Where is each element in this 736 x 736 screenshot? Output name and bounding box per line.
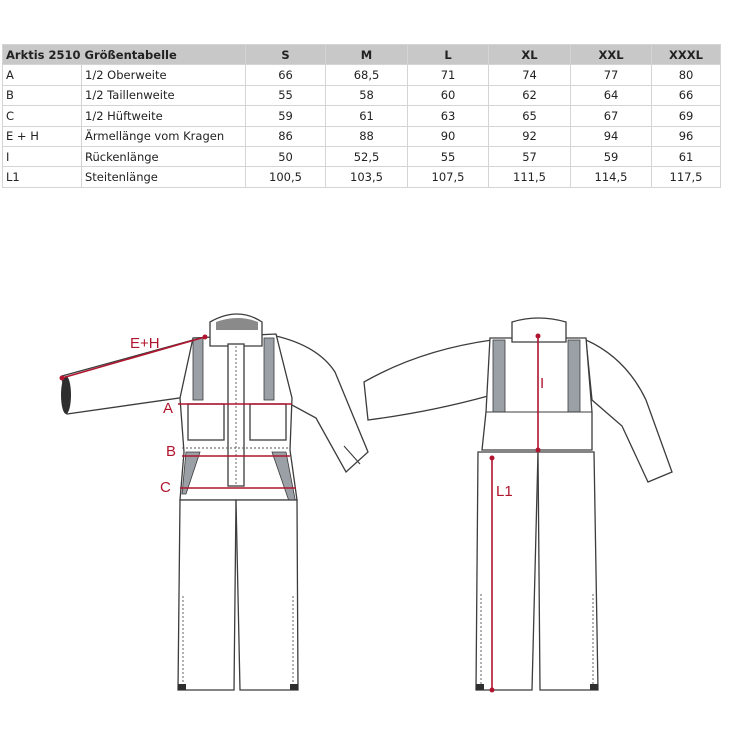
size-table [2, 44, 721, 188]
table-row [3, 106, 721, 126]
row-code: I [3, 146, 82, 166]
row-label: Steitenlänge [82, 167, 246, 187]
front-boot-right [290, 684, 298, 690]
label-eh: E+H [130, 335, 160, 352]
size-header: L [408, 45, 489, 65]
table-row [3, 85, 721, 105]
measure-end-i [536, 448, 541, 453]
row-value: 58 [326, 85, 408, 105]
row-label: Rückenlänge [82, 146, 246, 166]
row-label: Ärmellänge vom Kragen [82, 126, 246, 146]
row-value: 100,5 [246, 167, 326, 187]
measure-end-l1 [490, 456, 495, 461]
size-header: S [246, 45, 326, 65]
row-value: 68,5 [326, 65, 408, 85]
front-view [61, 314, 368, 690]
front-band-right [264, 338, 274, 400]
label-b: B [166, 443, 177, 460]
row-label: 1/2 Taillenweite [82, 85, 246, 105]
row-value: 59 [246, 106, 326, 126]
row-value: 62 [489, 85, 571, 105]
row-value: 64 [571, 85, 652, 105]
row-value: 60 [408, 85, 489, 105]
label-c: C [160, 479, 171, 496]
row-value: 59 [571, 146, 652, 166]
table-row [3, 146, 721, 166]
measure-end-i [536, 334, 541, 339]
row-value: 74 [489, 65, 571, 85]
row-value: 50 [246, 146, 326, 166]
row-code: C [3, 106, 82, 126]
row-value: 66 [246, 65, 326, 85]
size-header: XXL [571, 45, 652, 65]
back-leg-right [538, 452, 598, 690]
measure-end-eh [203, 335, 208, 340]
row-value: 107,5 [408, 167, 489, 187]
front-pocket-right [250, 404, 286, 440]
front-left-cuff [61, 376, 71, 414]
row-value: 96 [652, 126, 721, 146]
back-band-left [493, 340, 505, 412]
row-code: E + H [3, 126, 82, 146]
label-l1: L1 [496, 483, 513, 500]
row-value: 55 [246, 85, 326, 105]
measure-end-l1 [490, 688, 495, 693]
back-boot-right [590, 684, 598, 690]
table-row [3, 65, 721, 85]
row-value: 88 [326, 126, 408, 146]
row-code: B [3, 85, 82, 105]
size-header: M [326, 45, 408, 65]
label-i: I [540, 375, 545, 392]
back-right-sleeve [586, 340, 672, 482]
row-value: 61 [326, 106, 408, 126]
table-row [3, 126, 721, 146]
front-left-sleeve [62, 340, 193, 414]
row-value: 117,5 [652, 167, 721, 187]
back-collar [512, 318, 566, 342]
row-value: 65 [489, 106, 571, 126]
back-band-right [568, 340, 580, 412]
row-value: 52,5 [326, 146, 408, 166]
size-header: XXXL [652, 45, 721, 65]
back-left-sleeve [364, 340, 492, 420]
row-value: 69 [652, 106, 721, 126]
row-label: 1/2 Hüftweite [82, 106, 246, 126]
row-value: 63 [408, 106, 489, 126]
row-value: 61 [652, 146, 721, 166]
front-leg-left [178, 500, 236, 690]
back-view [364, 318, 672, 690]
coverall-measurement-diagram [0, 300, 736, 710]
row-value: 94 [571, 126, 652, 146]
row-value: 77 [571, 65, 652, 85]
row-label: 1/2 Oberweite [82, 65, 246, 85]
row-value: 66 [652, 85, 721, 105]
row-value: 111,5 [489, 167, 571, 187]
row-value: 71 [408, 65, 489, 85]
back-boot-left [476, 684, 484, 690]
size-header: XL [489, 45, 571, 65]
row-value: 67 [571, 106, 652, 126]
row-value: 92 [489, 126, 571, 146]
table-title: Arktis 2510 Größentabelle [3, 45, 246, 65]
row-value: 57 [489, 146, 571, 166]
measure-end-eh [60, 376, 65, 381]
front-band-left [193, 338, 203, 400]
row-value: 80 [652, 65, 721, 85]
row-value: 114,5 [571, 167, 652, 187]
row-code: A [3, 65, 82, 85]
table-header-row [3, 45, 721, 65]
row-value: 90 [408, 126, 489, 146]
row-value: 86 [246, 126, 326, 146]
front-pocket-left [188, 404, 224, 440]
row-value: 103,5 [326, 167, 408, 187]
front-boot-left [178, 684, 186, 690]
row-value: 55 [408, 146, 489, 166]
front-leg-right [236, 500, 298, 690]
label-a: A [163, 400, 174, 417]
row-code: L1 [3, 167, 82, 187]
table-row [3, 167, 721, 187]
